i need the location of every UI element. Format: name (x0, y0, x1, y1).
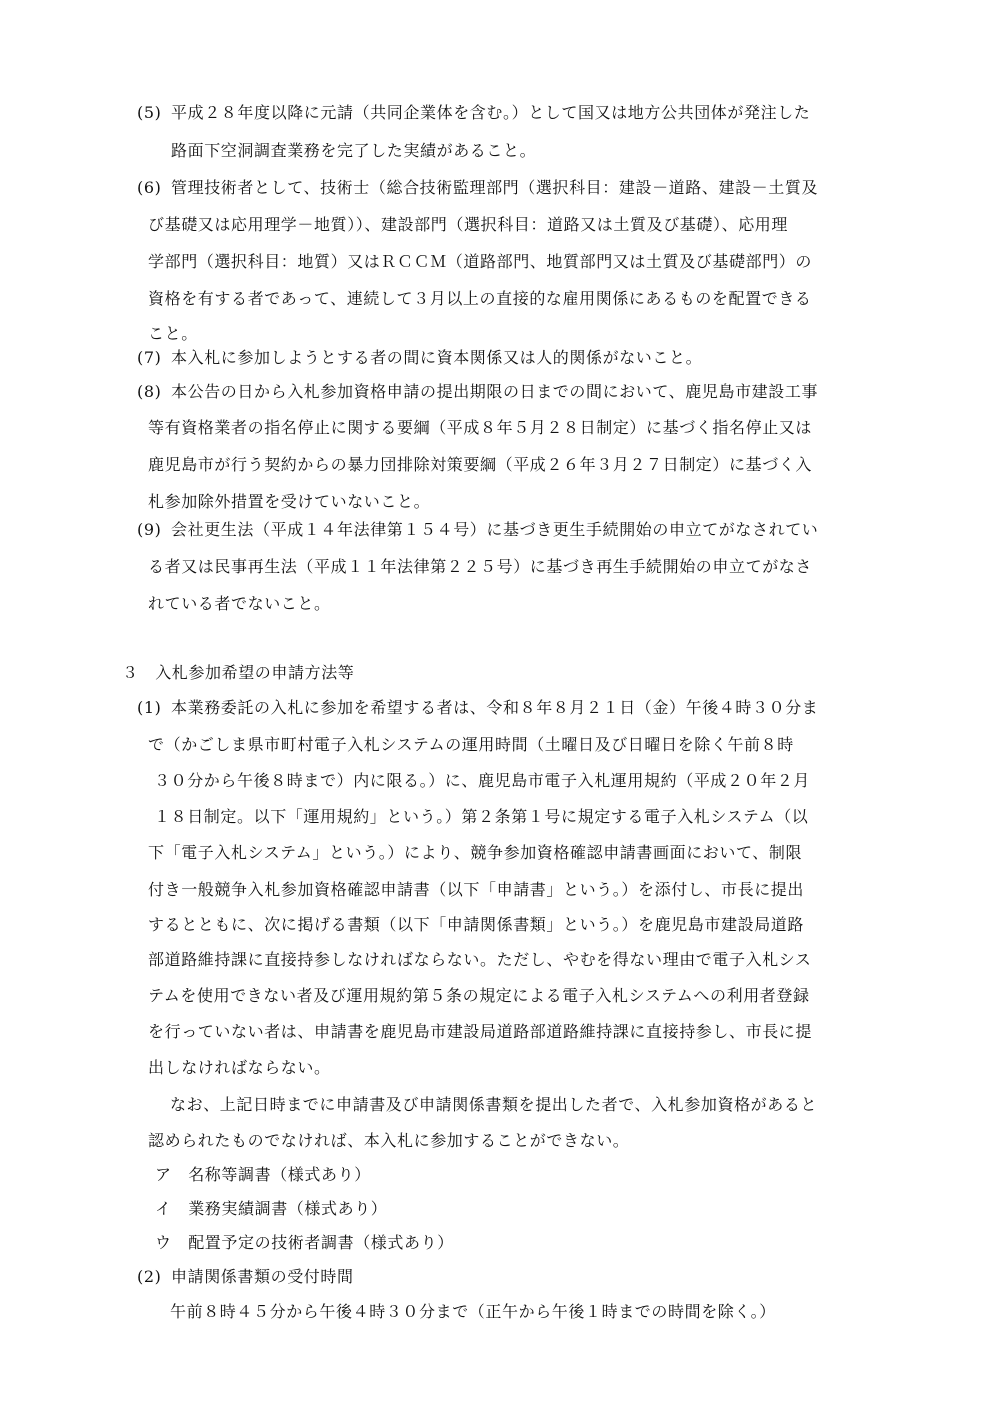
section-3-heading: ３ 入札参加希望の申請方法等 (122, 663, 355, 682)
section-3-item-1-line-2: で（かごしま県市町村電子入札システムの運用時間（土曜日及び日曜日を除く午前８時 (148, 735, 794, 754)
item-6-line-4: 資格を有する者であって、連続して３月以上の直接的な雇用関係にあるものを配置できる (148, 289, 812, 308)
section-3-item-2-line-1: (2) 申請関係書類の受付時間 (137, 1267, 354, 1286)
item-9-number: (9) (137, 520, 162, 539)
item-8-line-3: 鹿児島市が行う契約からの暴力団排除対策要綱（平成２６年３月２７日制定）に基づく入 (148, 455, 813, 474)
item-6-line-1: (6) 管理技術者として、技術士（総合技術監理部門（選択科目：建設－道路、建設－土質及 (137, 178, 819, 197)
section-3-item-2-text: 午前８時４５分から午後４時３０分まで（正午から午後１時までの時間を除く。） (170, 1302, 776, 1321)
section-3-item-1-line-8: 部道路維持課に直接持参しなければならない。ただし、やむを得ない理由で電子入札シス (148, 950, 812, 969)
item-7-line-1: (7) 本入札に参加しようとする者の間に資本関係又は人的関係がないこと。 (137, 348, 703, 367)
section-3-item-2-number: (2) (137, 1267, 162, 1286)
section-3-note-line-1: なお、上記日時までに申請書及び申請関係書類を提出した者で、入札参加資格があると (170, 1095, 818, 1114)
item-8-line-1: (8) 本公告の日から入札参加資格申請の提出期限の日までの間において、鹿児島市建設工事 (137, 382, 819, 401)
item-7-number: (7) (137, 348, 162, 367)
item-8-line-4: 札参加除外措置を受けていないこと。 (148, 492, 431, 511)
item-9-line-2: る者又は民事再生法（平成１１年法律第２２５号）に基づき再生手続開始の申立てがなさ (148, 557, 813, 576)
document-item-a: ア 名称等調書（様式あり） (155, 1165, 371, 1184)
section-3-item-1-number: (1) (137, 698, 162, 717)
section-3-note-line-2: 認められたものでなければ、本入札に参加することができない。 (148, 1131, 630, 1150)
section-3-item-1-line-9: テムを使用できない者及び運用規約第５条の規定による電子入札システムへの利用者登録 (148, 986, 810, 1005)
document-item-u: ウ 配置予定の技術者調書（様式あり） (155, 1233, 454, 1252)
item-6-line-3: 学部門（選択科目：地質）又はＲＣＣＭ（道路部門、地質部門又は土質及び基礎部門）の (148, 252, 813, 271)
item-5-line-1: (5) 平成２８年度以降に元請（共同企業体を含む。）として国又は地方公共団体が発注した (137, 103, 811, 122)
item-5-line-2: 路面下空洞調査業務を完了した実績があること。 (171, 141, 537, 160)
section-3-item-1-line-3: ３０分から午後８時まで）内に限る。）に、鹿児島市電子入札運用規約（平成２０年２月 (154, 771, 811, 790)
section-3-item-1-line-6: 付き一般競争入札参加資格確認申請書（以下「申請書」という。）を添付し、市長に提出 (148, 880, 805, 899)
document-item-i: イ 業務実績調書（様式あり） (155, 1199, 388, 1218)
item-6-line-5: こと。 (148, 324, 198, 343)
section-3-item-1-line-10: を行っていない者は、申請書を鹿児島市建設局道路部道路維持課に直接持参し、市長に提 (148, 1022, 813, 1041)
item-9-line-3: れている者でないこと。 (148, 594, 331, 613)
item-6-line-2: び基礎又は応用理学－地質））、建設部門（選択科目：道路又は土質及び基礎）、応用理 (148, 215, 789, 234)
section-3-item-1-line-5: 下「電子入札システム」という。）により、競争参加資格確認申請書画面において、制限 (148, 843, 803, 862)
section-3-item-1-line-11: 出しなければならない。 (148, 1058, 331, 1077)
item-5-number: (5) (137, 103, 162, 122)
item-6-number: (6) (137, 178, 162, 197)
section-3-item-1-line-7: するとともに、次に掲げる書類（以下「申請関係書類」という。）を鹿児島市建設局道路 (148, 915, 805, 934)
item-8-number: (8) (137, 382, 162, 401)
section-3-item-1-line-1: (1) 本業務委託の入札に参加を希望する者は、令和８年８月２１日（金）午後４時３０分ま (137, 698, 819, 717)
section-3-item-1-line-4: １８日制定。以下「運用規約」という。）第２条第１号に規定する電子入札システム（以 (154, 807, 809, 826)
item-9-line-1: (9) 会社更生法（平成１４年法律第１５４号）に基づき更生手続開始の申立てがなされてい (137, 520, 819, 539)
item-8-line-2: 等有資格業者の指名停止に関する要綱（平成８年５月２８日制定）に基づく指名停止又は (148, 418, 813, 437)
